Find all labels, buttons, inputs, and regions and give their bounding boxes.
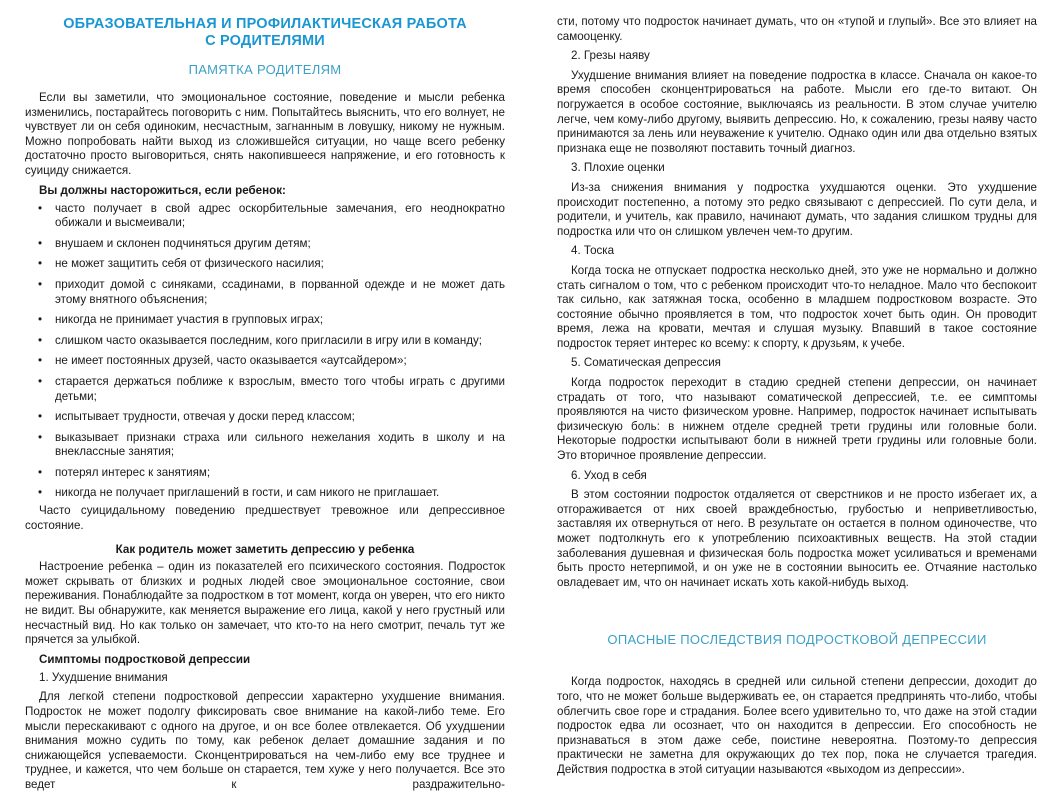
list-item: • старается держаться поближе к взрослым, вместо того чтобы играть с другими детьми;	[38, 374, 505, 403]
list-item: • часто получает в свой адрес оскорбительные замечания, его неоднократно обижали и высмеивали;	[38, 201, 505, 230]
bullet-icon: •	[38, 277, 43, 291]
list-item: • приходит домой с синяками, ссадинами, в порванной одежде и не может дать этому внятного объяснения;	[38, 277, 505, 306]
symptom-5-text: Когда подросток переходит в стадию средней степени депрессии, он начинает страдать от того, что называют соматической депрессией, т.е. ее симптомы проявляются на чисто физическом уровне. Например, подросток начинает испытывать физическую боль: в нижнем отделе средней трети грудины или головные боли. Некоторые подростки испытывают боли в нижней трети грудины или головные боли. Это вторичное проявление депрессии.	[557, 376, 1037, 463]
list-item: • слишком часто оказывается последним, кого пригласили в игру или в команду;	[38, 333, 483, 347]
intro-paragraph: Если вы заметили, что эмоциональное состояние, поведение и мысли ребенка изменились, постарайтесь поговорить с ним. Попытайтесь выяснить, что его волнует, не чувствует ли он себя одиноким, несчастным, загнанным в ловушку, никому не нужным. Можно попробовать найти выход из сложившейся ситуации, но чаще всего ребенку достаточно просто выговориться, снять накопившееся напряжение, и его готовность к суициду снижается.	[25, 91, 505, 177]
bullet-icon: •	[38, 313, 43, 327]
alert-heading: Вы должны насторожиться, если ребенок:	[39, 183, 286, 197]
main-title-line1: ОБРАЗОВАТЕЛЬНАЯ И ПРОФИЛАКТИЧЕСКАЯ РАБОТА	[63, 16, 467, 32]
symptom-1-text: Для легкой степени подростковой депрессии характерно ухудшение внимания. Подросток не может подолгу фиксировать свое внимание на какой-либо теме. Его мысли перескакивают с одного на другое, и он все более отвлекается. Об ухудшении внимания можно судить по тому, как ребенок делает домашние задания и по снижающейся успеваемости. Сконцентрироваться на чем-либо ему все труднее и труднее, и кажется, что чем больше он старается, тем хуже у него получается. Все это ведет к раздражительно-	[25, 690, 505, 791]
continued-paragraph: сти, потому что подросток начинает думать, что он «тупой и глупый». Все это влияет на самооценку.	[557, 15, 1037, 43]
list-item: • внушаем и склонен подчиняться другим детям;	[38, 236, 311, 250]
bullet-icon: •	[38, 465, 43, 479]
bullet-icon: •	[38, 257, 43, 271]
symptom-3-text: Из-за снижения внимания у подростка ухудшаются оценки. Это ухудшение происходит постепенно, а потому это редко связывают с депрессией. По сути дела, и родители, и учитель, как правило, начинают думать, что задания слишком трудны для подростка или что он слишком увлечен чем-то другим.	[557, 180, 1037, 238]
notice-heading: Как родитель может заметить депрессию у ребенка	[115, 543, 415, 557]
right-page	[557, 0, 1037, 778]
symptom-6-text: В этом состоянии подросток отдаляется от сверстников и не просто избегает их, а отгораживается от них своей враждебностью, грубостью и неприветливостью, заставляя их отвернуться от него. В результате он остается в полном одиночестве, что может подтолкнуть его к употреблению психоактивных веществ. На этой стадии заболевания душевная и физическая боль подростка может усиливаться и временами быть просто нетерпимой, и он уже не в состоянии выносить ее. Отчаяние настолько овладевает им, что он начинает искать хоть какой-нибудь выход.	[557, 488, 1037, 589]
notice-paragraph: Настроение ребенка – один из показателей его психического состояния. Подросток может скрывать от близких и родных людей свое эмоциональное состояние, свои переживания. Понаблюдайте за подростком в тот момент, когда он уверен, что его никто не видит. Вы обнаружите, как меняется выражение его лица, какой у него грустный или несчастный вид. Но как только он замечает, что кто-то на него смотрит, печаль тут же прячется за улыбкой.	[25, 560, 505, 647]
after-bullets-paragraph: Часто суицидальному поведению предшествует тревожное или депрессивное состояние.	[25, 504, 505, 532]
list-item: • не имеет постоянных друзей, часто оказывается «аутсайдером»;	[38, 354, 407, 368]
list-item: • выказывает признаки страха или сильного нежелания ходить в школу и на внеклассные занятия;	[38, 430, 505, 459]
bullet-icon: •	[38, 430, 43, 444]
list-item: • не может защитить себя от физического насилия;	[38, 257, 324, 271]
list-item: • никогда не получает приглашений в гости, и сам никого не приглашает.	[38, 486, 440, 500]
subtitle-memo: ПАМЯТКА РОДИТЕЛЯМ	[188, 62, 342, 77]
symptom-1-heading: 1. Ухудшение внимания	[39, 670, 168, 684]
symptom-2-heading: 2. Грезы наяву	[571, 49, 650, 63]
bullet-icon: •	[38, 201, 43, 215]
symptom-2-text: Ухудшение внимания влияет на поведение подростка в классе. Сначала он какое-то время способен сконцентрироваться на работе. Мысли его где-то витают. Он погружается в особое состояние, выключаясь из реальности. В этом случае учителю легче, чем кому-либо другому, выявить депрессию. Но, к сожалению, грезы наяву часто принимаются за лень или неуважение к учителю. Однако один или два отдельно взятых признака еще не позволяют поставить точный диагноз.	[557, 68, 1037, 155]
main-title-line2: С РОДИТЕЛЯМИ	[205, 33, 325, 49]
bullet-icon: •	[38, 374, 43, 388]
consequences-heading: ОПАСНЫЕ ПОСЛЕДСТВИЯ ПОДРОСТКОВОЙ ДЕПРЕССИИ	[607, 632, 987, 648]
warning-signs-list	[25, 202, 505, 502]
bullet-icon: •	[38, 354, 43, 368]
list-item: • потерял интерес к занятиям;	[38, 465, 211, 479]
list-item: • никогда не принимает участия в групповых играх;	[38, 313, 324, 327]
bullet-icon: •	[38, 486, 43, 500]
symptom-4-text: Когда тоска не отпускает подростка несколько дней, это уже не нормально и должно стать сигналом о том, что с ребенком происходит что-то неладное. Мало что беспокоит так сильно, как затяжная тоска, особенно в младшем подростковом возрасте. Это состояние обычно проявляется в том, что подросток хочет быть один. Он проводит время, лежа на кровати, мечтая и слушая музыку. Впавший в такое состояние подросток теряет интерес ко всему: к спорту, к друзьям, к учебе.	[557, 263, 1037, 350]
bullet-icon: •	[38, 236, 43, 250]
symptom-6-heading: 6. Уход в себя	[571, 468, 647, 482]
symptom-3-heading: 3. Плохие оценки	[571, 161, 665, 175]
symptom-4-heading: 4. Тоска	[571, 244, 615, 258]
bullet-icon: •	[38, 410, 43, 424]
consequences-paragraph: Когда подросток, находясь в средней или сильной степени депрессии, доходит до того, что не может больше выдерживать ее, он старается предпринять что-либо, чтобы облегчить свое горе и страдания. Более всего удивительно то, что даже на этой стадии подросток едва ли осознает, что он находится в депрессии. Его способность не признаваться в этом даже себе, поистине невероятна. Поэтому-то депрессия практически не заметна для окружающих до тех пор, пока не случается трагедия. Действия подростка в этой ситуации называются «выходом из депрессии».	[557, 675, 1037, 776]
left-page	[25, 0, 505, 793]
bullet-icon: •	[38, 333, 43, 347]
symptom-5-heading: 5. Соматическая депрессия	[571, 356, 721, 370]
list-item: • испытывает трудности, отвечая у доски перед классом;	[38, 410, 355, 424]
symptoms-heading: Симптомы подростковой депрессии	[39, 652, 251, 666]
